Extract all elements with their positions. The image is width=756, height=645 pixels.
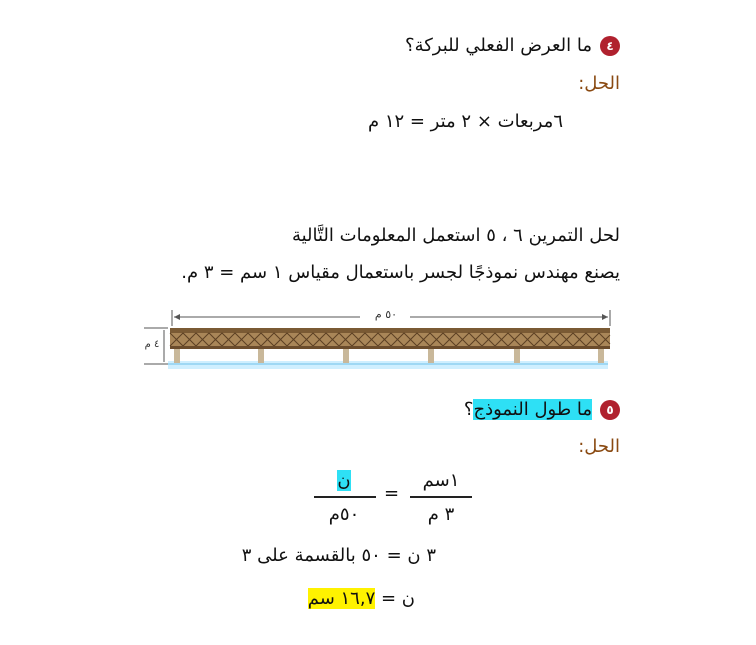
solution-label: الحل: xyxy=(578,436,620,457)
bridge-length-label: ٥٠ م xyxy=(374,308,398,321)
right-denominator: ٥٠م xyxy=(328,504,360,525)
bridge-pier xyxy=(258,349,264,363)
solution-label: الحل: xyxy=(578,73,620,94)
left-numerator: ١سم xyxy=(422,470,460,491)
bridge-figure xyxy=(140,306,615,370)
question-4 xyxy=(405,35,620,56)
bridge-pier xyxy=(343,349,349,363)
arrow-head-right xyxy=(602,314,608,320)
final-answer: ١٦,٧ سم xyxy=(307,588,376,609)
bridge-deck-bottom xyxy=(170,346,610,349)
bridge-truss xyxy=(170,333,610,346)
unknown-n: ن xyxy=(337,470,351,491)
right-fraction-bar xyxy=(314,496,376,498)
bridge-pier xyxy=(514,349,520,363)
right-numerator xyxy=(314,470,374,491)
bridge-height-label: ٤ م xyxy=(144,339,160,350)
left-fraction-bar xyxy=(410,496,472,498)
bridge-pier xyxy=(598,349,604,363)
step-2-prefix: ن = xyxy=(375,588,415,609)
solution-equation: ٦مربعات × ٢ متر = ١٢ م xyxy=(367,111,563,132)
left-denominator: ٣ م xyxy=(427,504,455,525)
instructions-line-2: يصنع مهندس نموذجًا لجسر باستعمال مقياس ١ سم = ٣ م. xyxy=(181,262,620,283)
equals-sign: = xyxy=(384,483,400,504)
question-number-badge: ٥ xyxy=(600,400,620,420)
water xyxy=(168,361,608,369)
solution-step-1: ٣ ن = ٥٠ بالقسمة على ٣ xyxy=(241,545,436,566)
instructions-line-1: لحل التمرين ٦ ، ٥ استعمل المعلومات التَّالية xyxy=(291,225,620,246)
arrow-head-left xyxy=(174,314,180,320)
question-5 xyxy=(464,399,620,420)
bridge-pier xyxy=(174,349,180,363)
question-text-rest: ؟ xyxy=(463,399,474,420)
question-number-badge: ٤ xyxy=(600,36,620,56)
solution-step-2 xyxy=(308,588,415,609)
question-text: ما العرض الفعلي للبركة؟ xyxy=(405,35,592,56)
question-text-highlighted: ما طول النموذج xyxy=(473,399,592,420)
bridge-deck-top xyxy=(170,328,610,333)
bridge-pier xyxy=(428,349,434,363)
